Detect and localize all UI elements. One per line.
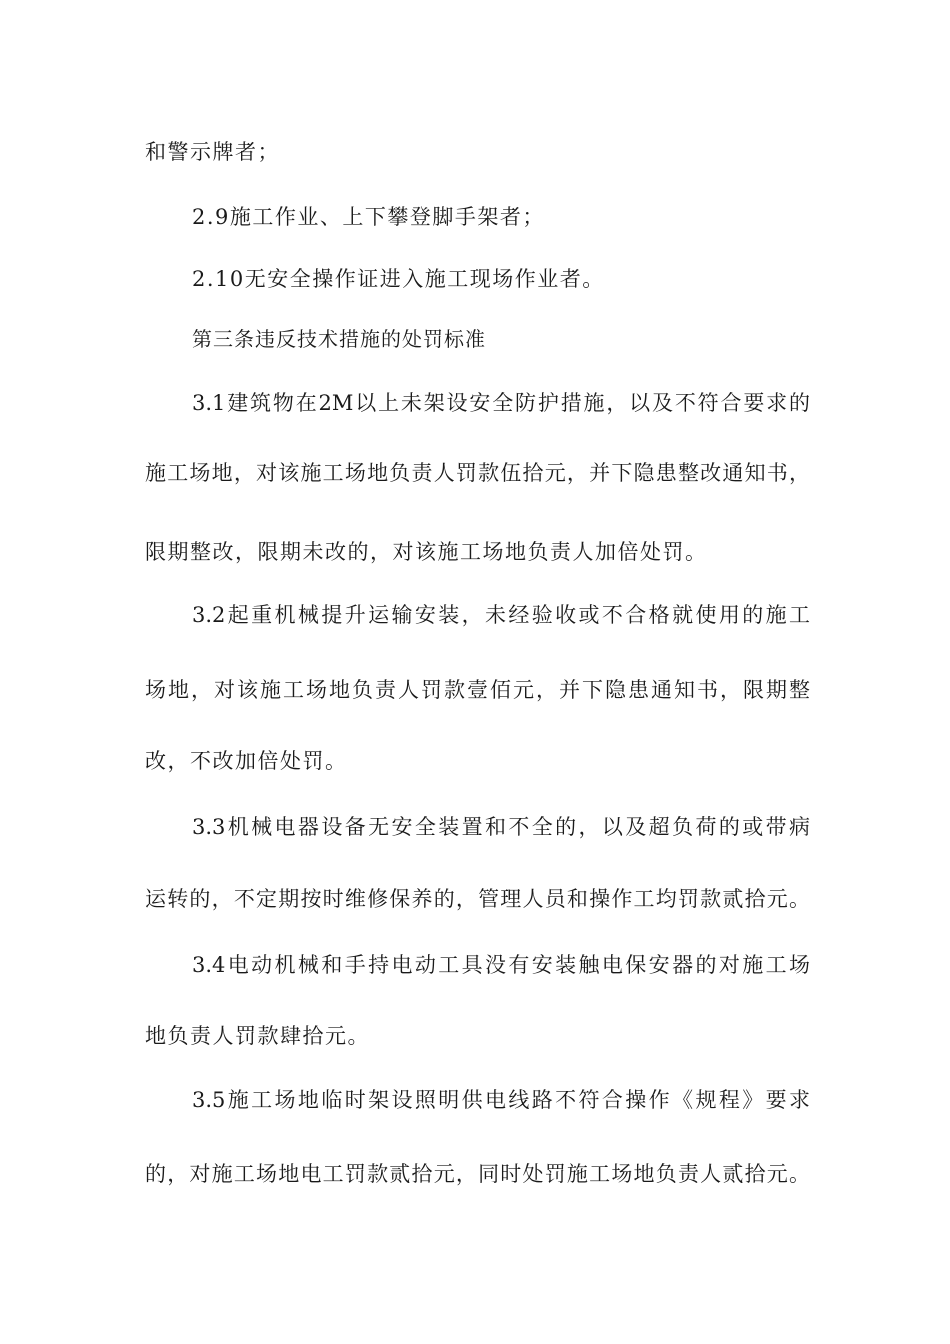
text-line-1: 和警示牌者；	[145, 140, 280, 164]
clause-3-5-line-1: 3.5施工场地临时架设照明供电线路不符合操作《规程》要求	[192, 1088, 810, 1112]
clause-3-2-line-2: 场地，对该施工场地负责人罚款壹佰元，并下隐患通知书，限期整	[145, 678, 810, 702]
clause-3-2-line-1: 3.2起重机械提升运输安装，未经验收或不合格就使用的施工	[192, 603, 810, 627]
clause-3-1-line-3: 限期整改，限期未改的，对该施工场地负责人加倍处罚。	[145, 540, 708, 564]
clause-2-10: 2.10无安全操作证进入施工现场作业者。	[192, 267, 605, 291]
clause-3-3-line-2: 运转的，不定期按时维修保养的，管理人员和操作工均罚款贰拾元。	[145, 887, 810, 911]
clause-2-9: 2.9施工作业、上下攀登脚手架者；	[192, 205, 545, 229]
clause-3-3-line-1: 3.3机械电器设备无安全装置和不全的，以及超负荷的或带病	[192, 815, 810, 839]
clause-3-5-line-2: 的，对施工场地电工罚款贰拾元，同时处罚施工场地负责人贰拾元。	[145, 1162, 810, 1186]
section-heading-article-3: 第三条违反技术措施的处罚标准	[192, 327, 486, 351]
clause-3-1-line-2: 施工场地，对该施工场地负责人罚款伍拾元，并下隐患整改通知书，	[145, 461, 810, 485]
clause-3-4-line-2: 地负责人罚款肆拾元。	[145, 1024, 370, 1048]
clause-3-4-line-1: 3.4电动机械和手持电动工具没有安装触电保安器的对施工场	[192, 953, 810, 977]
clause-3-2-line-3: 改，不改加倍处罚。	[145, 749, 348, 773]
clause-3-1-line-1: 3.1建筑物在2M以上未架设安全防护措施，以及不符合要求的	[192, 391, 810, 415]
